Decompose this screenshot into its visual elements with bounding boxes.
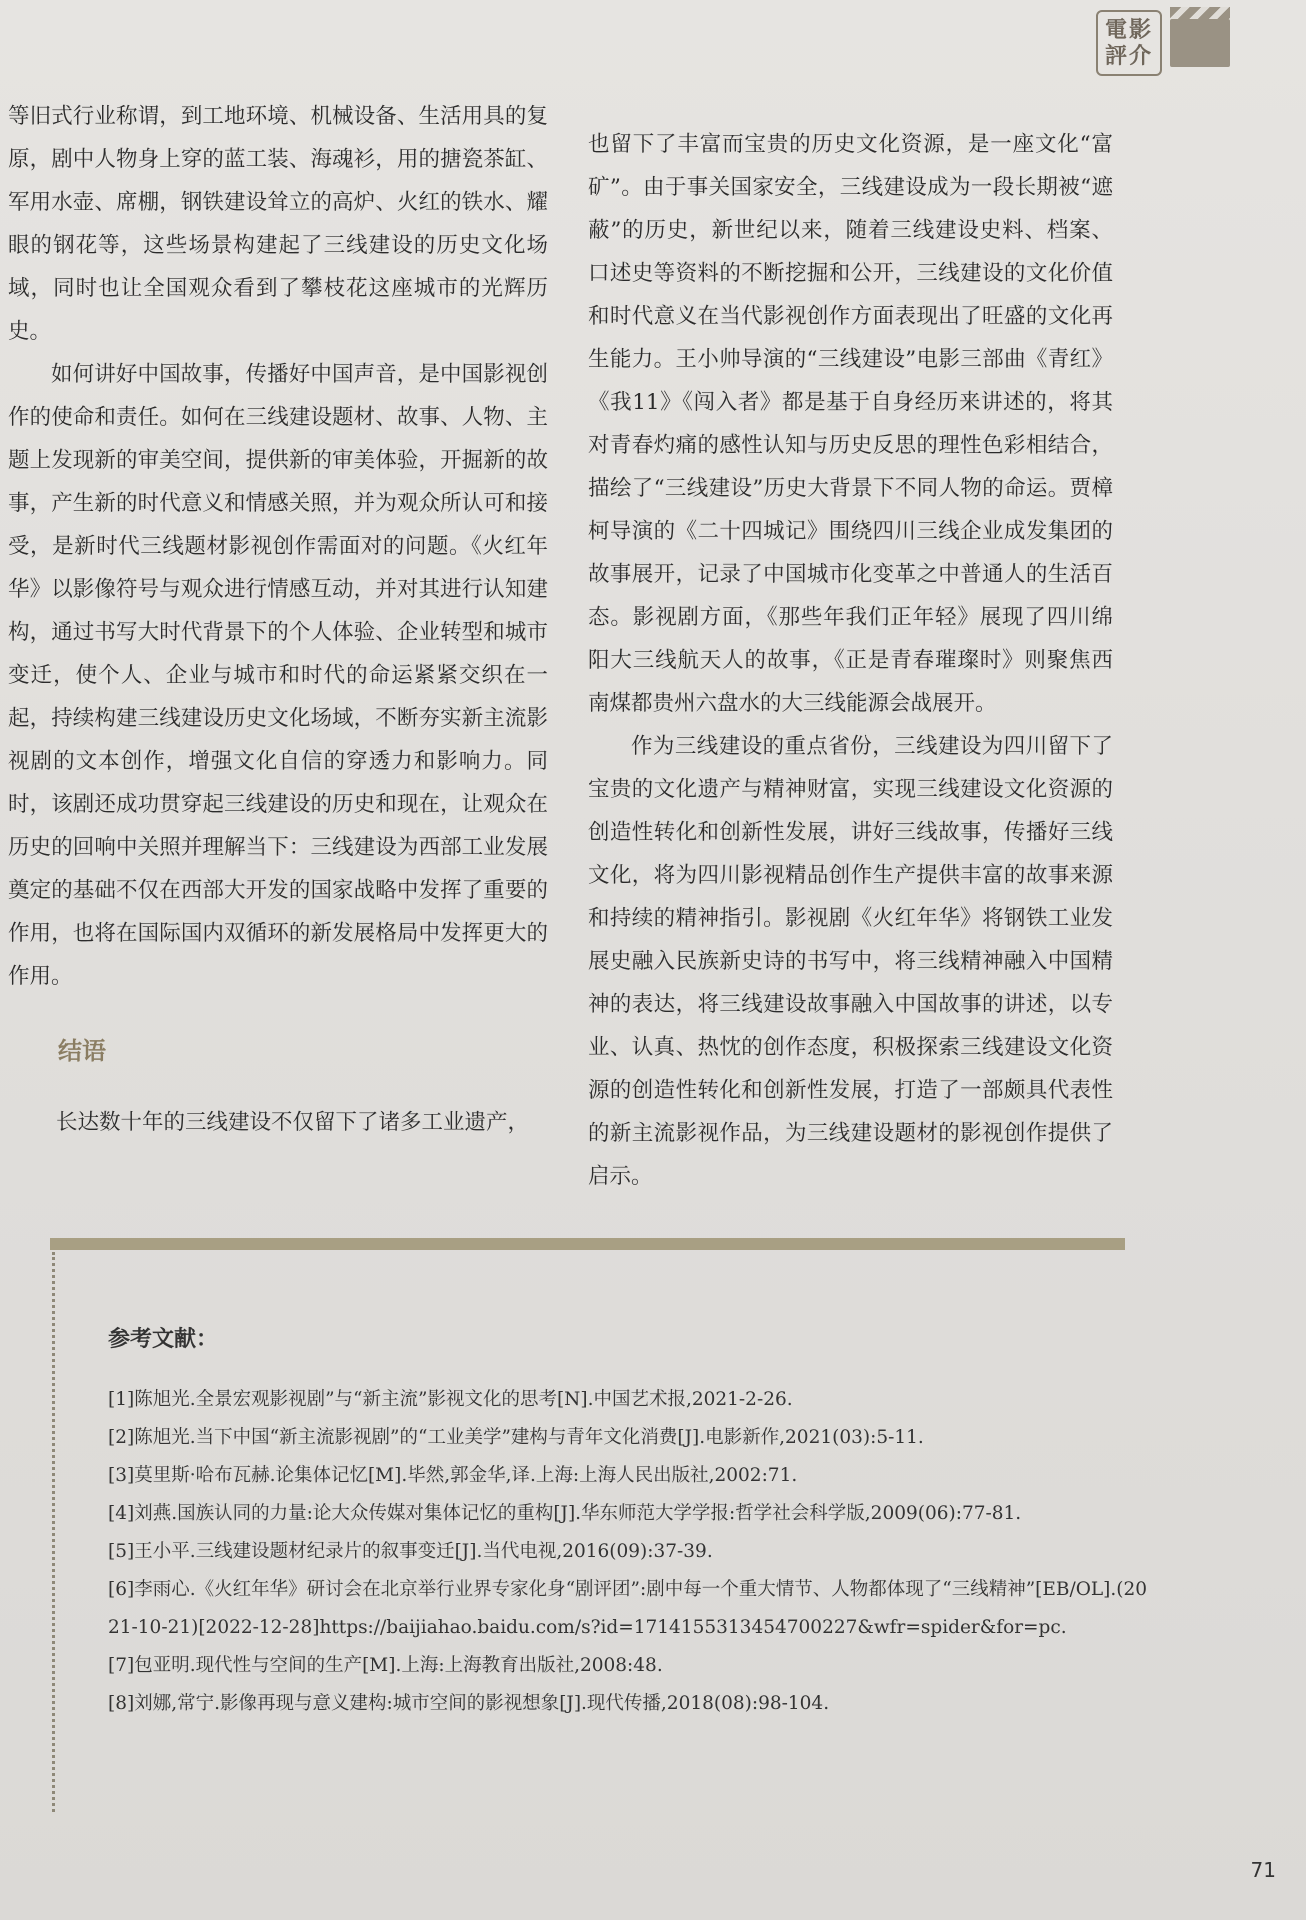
reference-item: [5]王小平.三线建设题材纪录片的叙事变迁[J].当代电视,2016(09):37-39. xyxy=(108,1541,713,1562)
references-list xyxy=(108,1381,1153,1723)
reference-item: [3]莫里斯·哈布瓦赫.论集体记忆[M].毕然,郭金华,译.上海:上海人民出版社,2002:71. xyxy=(108,1465,798,1486)
reference-item: [6]李雨心.《火红年华》研讨会在北京举行业界专家化身“剧评团”:剧中每一个重大情节、人物都体现了“三线精神”[EB/OL].(2021-10-21)[2022-12-28]https://baijiahao.baidu.com/s?id=1714155313454700227&wfr=spider&for=pc. xyxy=(108,1579,1148,1638)
right-column xyxy=(588,123,1113,1198)
reference-item: [7]包亚明.现代性与空间的生产[M].上海:上海教育出版社,2008:48. xyxy=(108,1655,663,1676)
reference-item: [1]陈旭光.全景宏观影视剧”与“新主流”影视文化的思考[N].中国艺术报,2021-2-26. xyxy=(108,1389,793,1410)
left-closing-line: 长达数十年的三线建设不仅留下了诸多工业遗产， xyxy=(56,1110,530,1135)
references-dotted-border xyxy=(52,1252,55,1812)
clapperboard-icon xyxy=(1170,19,1230,67)
right-paragraph-2: 作为三线建设的重点省份，三线建设为四川留下了宝贵的文化遗产与精神财富，实现三线建设文化资源的创造性转化和创新性发展，讲好三线故事，传播好三线文化，将为四川影视精品创作生产提供丰富的故事来源和持续的精神指引。影视剧《火红年华》将钢铁工业发展史融入民族新史诗的书写中，将三线精神融入中国精神的表达，将三线建设故事融入中国故事的讲述，以专业、认真、热忱的创作态度，积极探索三线建设文化资源的创造性转化和创新性发展，打造了一部颇具代表性的新主流影视作品，为三线建设题材的影视创作提供了启示。 xyxy=(588,734,1113,1189)
reference-item: [8]刘娜,常宁.影像再现与意义建构:城市空间的影视想象[J].现代传播,2018(08):98-104. xyxy=(108,1693,830,1714)
section-heading-conclusion: 结语 xyxy=(58,1037,106,1065)
right-paragraph-1: 也留下了丰富而宝贵的历史文化资源，是一座文化“富矿”。由于事关国家安全，三线建设成为一段长期被“遮蔽”的历史，新世纪以来，随着三线建设史料、档案、口述史等资料的不断挖掘和公开，三线建设的文化价值和时代意义在当代影视创作方面表现出了旺盛的文化再生能力。王小帅导演的“三线建设”电影三部曲《青红》《我11》《闯入者》都是基于自身经历来讲述的，将其对青春灼痛的感性认知与历史反思的理性色彩相结合，描绘了“三线建设”历史大背景下不同人物的命运。贾樟柯导演的《二十四城记》围绕四川三线企业成发集团的故事展开，记录了中国城市化变革之中普通人的生活百态。影视剧方面，《那些年我们正年轻》展现了四川绵阳大三线航天人的故事，《正是青春璀璨时》则聚焦西南煤都贵州六盘水的大三线能源会战展开。 xyxy=(588,132,1113,716)
magazine-logo xyxy=(1096,10,1236,75)
reference-item: [2]陈旭光.当下中国“新主流影视剧”的“工业美学”建构与青年文化消费[J].电影新作,2021(03):5-11. xyxy=(108,1427,924,1448)
references-title: 参考文献： xyxy=(108,1327,219,1352)
left-column xyxy=(8,95,548,1144)
section-divider xyxy=(50,1238,1125,1250)
references-section xyxy=(108,1322,1153,1723)
page-number: 71 xyxy=(1250,1858,1276,1882)
left-paragraph-1: 等旧式行业称谓，到工地环境、机械设备、生活用具的复原，剧中人物身上穿的蓝工装、海魂衫，用的搪瓷茶缸、军用水壶、席棚，钢铁建设耸立的高炉、火红的铁水、耀眼的钢花等，这些场景构建起了三线建设的历史文化场域，同时也让全国观众看到了攀枝花这座城市的光辉历史。 xyxy=(8,104,548,344)
reference-item: [4]刘燕.国族认同的力量:论大众传媒对集体记忆的重构[J].华东师范大学学报:哲学社会科学版,2009(06):77-81. xyxy=(108,1503,1022,1524)
logo-text: 電影評介 xyxy=(1096,10,1162,76)
left-paragraph-2: 如何讲好中国故事，传播好中国声音，是中国影视创作的使命和责任。如何在三线建设题材、故事、人物、主题上发现新的审美空间，提供新的审美体验，开掘新的故事，产生新的时代意义和情感关照，并为观众所认可和接受，是新时代三线题材影视创作需面对的问题。《火红年华》以影像符号与观众进行情感互动，并对其进行认知建构，通过书写大时代背景下的个人体验、企业转型和城市变迁，使个人、企业与城市和时代的命运紧紧交织在一起，持续构建三线建设历史文化场域，不断夯实新主流影视剧的文本创作，增强文化自信的穿透力和影响力。同时，该剧还成功贯穿起三线建设的历史和现在，让观众在历史的回响中关照并理解当下：三线建设为西部工业发展奠定的基础不仅在西部大开发的国家战略中发挥了重要的作用，也将在国际国内双循环的新发展格局中发挥更大的作用。 xyxy=(8,362,548,989)
